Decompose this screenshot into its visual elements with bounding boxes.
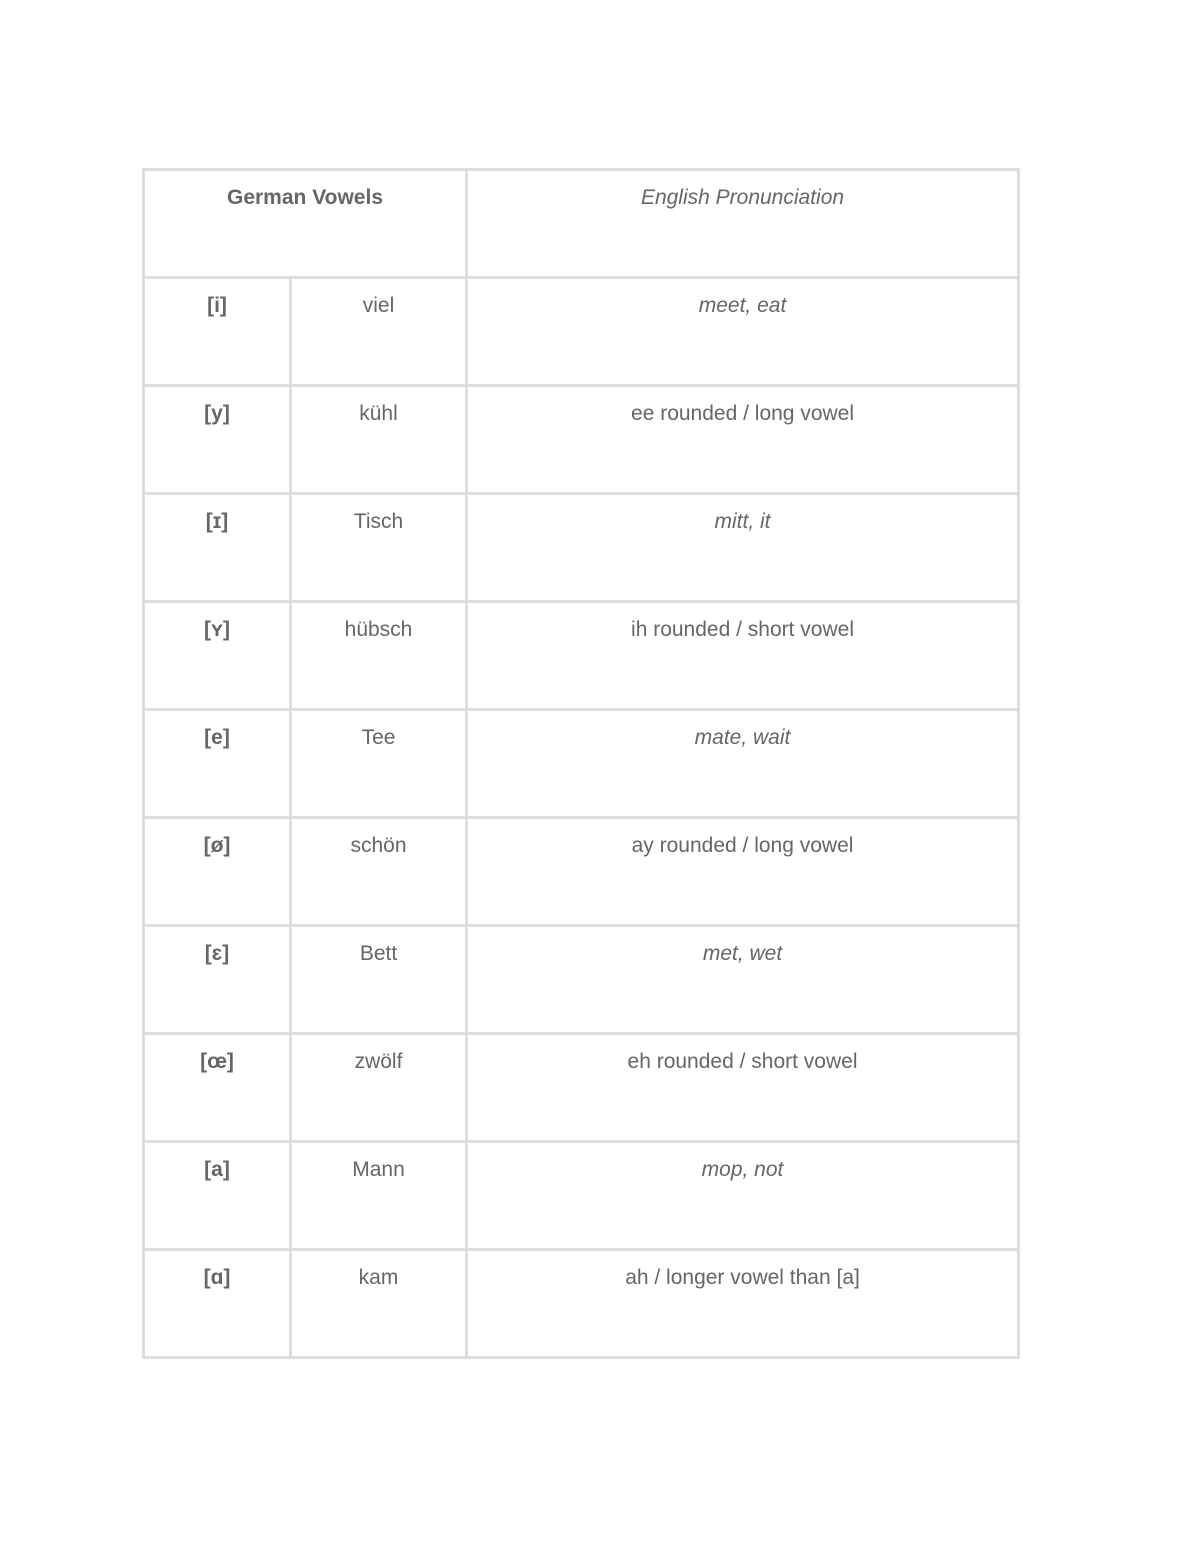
table-row	[144, 278, 1019, 386]
ipa-symbol: [ɪ]	[144, 494, 291, 602]
english-pronunciation: ah / longer vowel than [a]	[467, 1250, 1019, 1358]
header-german-vowels: German Vowels	[144, 170, 467, 278]
german-word: kam	[291, 1250, 467, 1358]
english-pronunciation: ih rounded / short vowel	[467, 602, 1019, 710]
german-word: Tee	[291, 710, 467, 818]
table-row	[144, 602, 1019, 710]
ipa-symbol: [y]	[144, 386, 291, 494]
table-row	[144, 818, 1019, 926]
german-word: schön	[291, 818, 467, 926]
ipa-symbol: [ʏ]	[144, 602, 291, 710]
ipa-symbol: [i]	[144, 278, 291, 386]
english-pronunciation: mop, not	[467, 1142, 1019, 1250]
english-pronunciation: mitt, it	[467, 494, 1019, 602]
ipa-symbol: [ɛ]	[144, 926, 291, 1034]
german-word: Mann	[291, 1142, 467, 1250]
english-pronunciation: met, wet	[467, 926, 1019, 1034]
english-pronunciation: ay rounded / long vowel	[467, 818, 1019, 926]
german-word: hübsch	[291, 602, 467, 710]
table-row	[144, 926, 1019, 1034]
english-pronunciation: ee rounded / long vowel	[467, 386, 1019, 494]
table-row	[144, 710, 1019, 818]
table-row	[144, 494, 1019, 602]
german-word: kühl	[291, 386, 467, 494]
german-word: Bett	[291, 926, 467, 1034]
ipa-symbol: [ɑ]	[144, 1250, 291, 1358]
vowel-table-body	[144, 170, 1019, 1358]
english-pronunciation: mate, wait	[467, 710, 1019, 818]
ipa-symbol: [œ]	[144, 1034, 291, 1142]
german-word: zwölf	[291, 1034, 467, 1142]
ipa-symbol: [e]	[144, 710, 291, 818]
german-word: Tisch	[291, 494, 467, 602]
table-header-row	[144, 170, 1019, 278]
header-english-pronunciation: English Pronunciation	[467, 170, 1019, 278]
table-row	[144, 1250, 1019, 1358]
table-row	[144, 1034, 1019, 1142]
ipa-symbol: [a]	[144, 1142, 291, 1250]
english-pronunciation: eh rounded / short vowel	[467, 1034, 1019, 1142]
vowel-table	[142, 168, 1020, 1359]
ipa-symbol: [ø]	[144, 818, 291, 926]
table-row	[144, 1142, 1019, 1250]
german-word: viel	[291, 278, 467, 386]
english-pronunciation: meet, eat	[467, 278, 1019, 386]
table-row	[144, 386, 1019, 494]
